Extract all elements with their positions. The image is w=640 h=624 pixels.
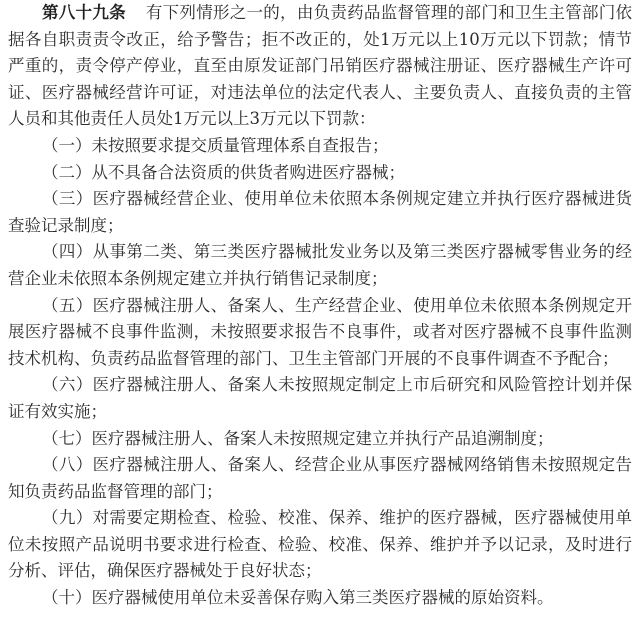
list-item-2: （二）从不具备合法资质的供货者购进医疗器械； [42, 162, 405, 182]
list-item-7: （七）医疗器械注册人、备案人未按照规定建立并执行产品追溯制度； [42, 428, 554, 448]
list-item-3: （三）医疗器械经营企业、使用单位未依照本条例规定建立并执行医疗器械进货查验记录制度； [8, 189, 632, 235]
list-item-5: （五）医疗器械注册人、备案人、生产经营企业、使用单位未依照本条例规定开展医疗器械不良事件监测，未按照要求报告不良事件，或者对医疗器械不良事件监测技术机构、负责药品监督管理的部门、卫生主管部门开展的不良事件调查不予配合； [8, 295, 632, 368]
article-number: 第八十九条 [42, 3, 126, 22]
list-item-8: （八）医疗器械注册人、备案人、经营企业从事医疗器械网络销售未按照规定告知负责药品监督管理的部门； [8, 455, 632, 501]
list-item-4: （四）从事第二类、第三类医疗器械批发业务以及第三类医疗器械零售业务的经营企业未依照本条例规定建立并执行销售记录制度； [8, 242, 632, 288]
list-item-9: （九）对需要定期检查、检验、校准、保养、维护的医疗器械，医疗器械使用单位未按照产品说明书要求进行检查、检验、校准、保养、维护并予以记录，及时进行分析、评估，确保医疗器械处于良好状态； [8, 508, 632, 581]
list-item-6: （六）医疗器械注册人、备案人未按照规定制定上市后研究和风险管控计划并保证有效实施； [8, 375, 632, 421]
list-item-1: （一）未按照要求提交质量管理体系自查报告； [42, 135, 389, 155]
list-item-10: （十）医疗器械使用单位未妥善保存购入第三类医疗器械的原始资料。 [42, 588, 554, 608]
article-paragraph [8, 0, 632, 133]
article-text: 有下列情形之一的，由负责药品监督管理的部门和卫生主管部门依据各自职责责令改正，给予警告；拒不改正的，处1万元以上10万元以下罚款；情节严重的，责令停产停业，直至由原发证部门吊销医疗器械注册证、医疗器械生产许可证、医疗器械经营许可证，对违法单位的法定代表人、主要负责人、直接负责的主管人员和其他责任人员处1万元以上3万元以下罚款： [8, 3, 633, 129]
